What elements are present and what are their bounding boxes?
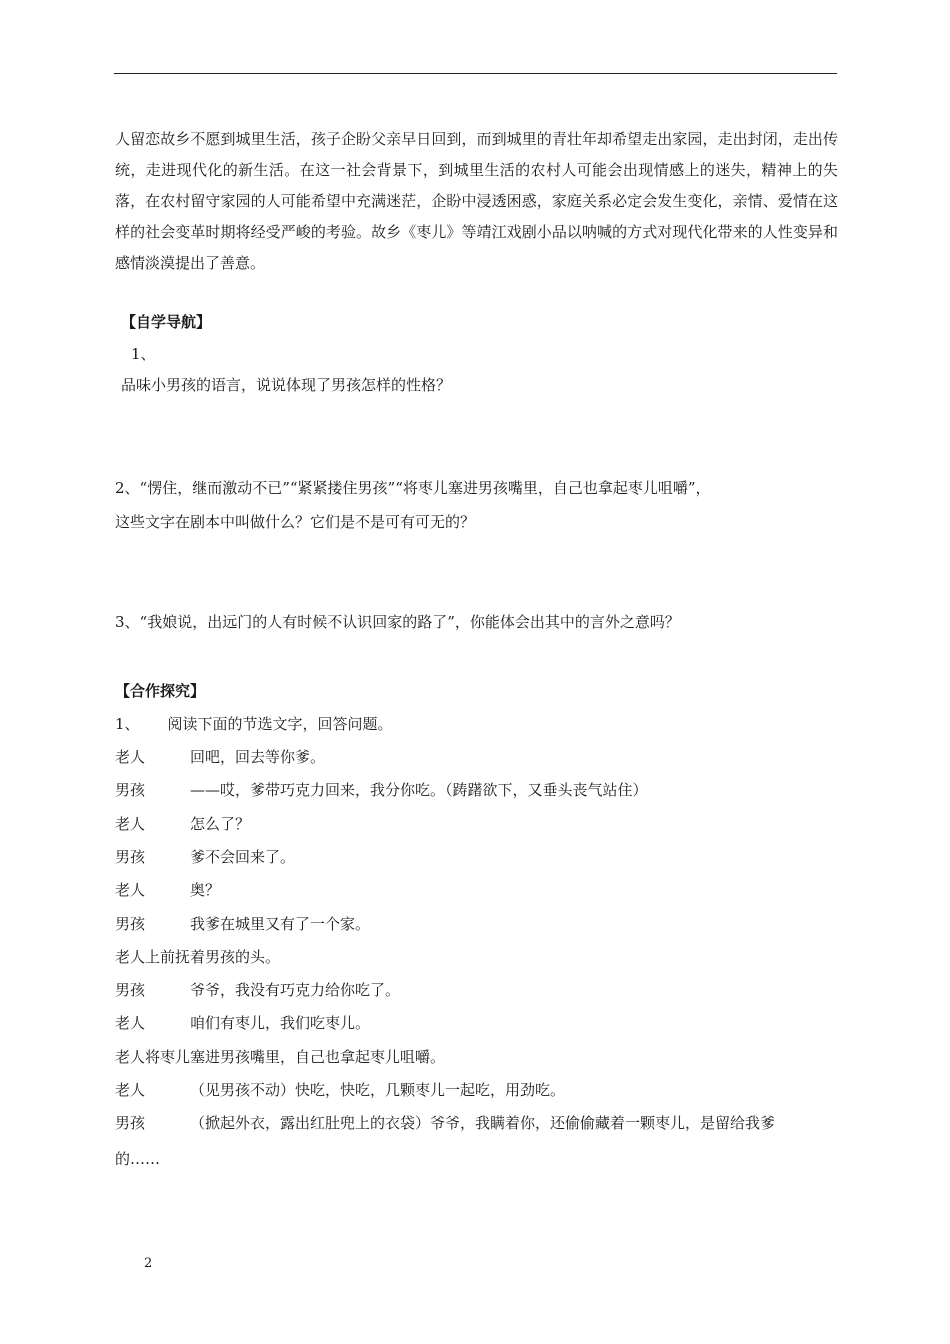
cooperative-heading: 【合作探究】 (115, 682, 206, 700)
dialogue-continuation: 的…… (115, 1150, 161, 1168)
dialogue-text: （见男孩不动）快吃，快吃，几颗枣儿一起吃，用劲吃。 (190, 1081, 566, 1099)
dialogue-text: 怎么了？ (190, 815, 251, 833)
dialogue-line (115, 847, 295, 867)
dialogue-text: 爷爷，我没有巧克力给你吃了。 (190, 981, 401, 999)
dialogue-line (115, 747, 325, 767)
dialogue-line (115, 1113, 775, 1133)
dialogue-line (115, 1047, 445, 1067)
dialogue-text: 咱们有枣儿，我们吃枣儿。 (190, 1014, 371, 1032)
dialogue-text: 老人将枣儿塞进男孩嘴里，自己也拿起枣儿咀嚼。 (115, 1048, 446, 1066)
dialogue-line (115, 880, 220, 900)
dialogue-speaker: 老人 (115, 1014, 146, 1032)
header-rule (114, 73, 837, 74)
dialogue-speaker: 男孩 (115, 781, 146, 799)
dialogue-speaker: 男孩 (115, 915, 146, 933)
dialogue-line (115, 1080, 565, 1100)
dialogue-text: ——哎，爹带巧克力回来，我分你吃。（踌躇欲下，又垂头丧气站住） (190, 781, 648, 799)
dialogue-speaker: 老人 (115, 1081, 146, 1099)
self-study-heading: 【自学导航】 (121, 313, 212, 331)
task-1-text: 阅读下面的节选文字，回答问题。 (167, 715, 393, 733)
question-1-text: 品味小男孩的语言，说说体现了男孩怎样的性格？ (121, 376, 452, 394)
dialogue-line (115, 814, 250, 834)
dialogue-line (115, 780, 648, 800)
question-2-line-1: 2、“愣住，继而激动不已”“紧紧搂住男孩”“将枣儿塞进男孩嘴里，自己也拿起枣儿咀嚼”， (115, 479, 711, 497)
question-3: 3、“我娘说，出远门的人有时候不认识回家的路了”，你能体会出其中的言外之意吗？ (115, 613, 680, 631)
dialogue-text: 回吧，回去等你爹。 (190, 748, 326, 766)
dialogue-text: 奥？ (190, 881, 221, 899)
dialogue-text: （掀起外衣，露出红肚兜上的衣袋）爷爷，我瞒着你，还偷偷藏着一颗枣儿，是留给我爹 (190, 1114, 776, 1132)
dialogue-text: 我爹在城里又有了一个家。 (190, 915, 371, 933)
dialogue-speaker: 老人 (115, 748, 146, 766)
task-1 (115, 714, 393, 734)
dialogue-speaker: 老人 (115, 815, 146, 833)
dialogue-text: 爹不会回来了。 (190, 848, 296, 866)
dialogue-speaker: 老人 (115, 881, 146, 899)
dialogue-speaker: 男孩 (115, 1114, 146, 1132)
intro-paragraph: 人留恋故乡不愿到城里生活，孩子企盼父亲早日回到，而到城里的青壮年却希望走出家园，走出封闭，走出传统，走进现代化的新生活。在这一社会背景下，到城里生活的农村人可能会出现情感上的迷失，精神上的失落，在农村留守家园的人可能希望中充满迷茫，企盼中浸透困惑，家庭关系必定会发生变化，亲情、爱情在这样的社会变革时期将经受严峻的考验。故乡《枣儿》等靖江戏剧小品以呐喊的方式对现代化带来的人性变异和感情淡漠提出了善意。 (115, 130, 838, 272)
page-number: 2 (144, 1256, 153, 1271)
dialogue-line (115, 980, 400, 1000)
dialogue-line (115, 947, 280, 967)
dialogue-speaker: 男孩 (115, 981, 146, 999)
question-2-line-2: 这些文字在剧本中叫做什么？它们是不是可有可无的？ (115, 513, 476, 531)
dialogue-text: 老人上前抚着男孩的头。 (115, 948, 281, 966)
dialogue-line (115, 914, 370, 934)
dialogue-line (115, 1013, 370, 1033)
task-1-number: 1、 (115, 715, 140, 733)
dialogue-speaker: 男孩 (115, 848, 146, 866)
question-1-number: 1、 (131, 345, 156, 363)
